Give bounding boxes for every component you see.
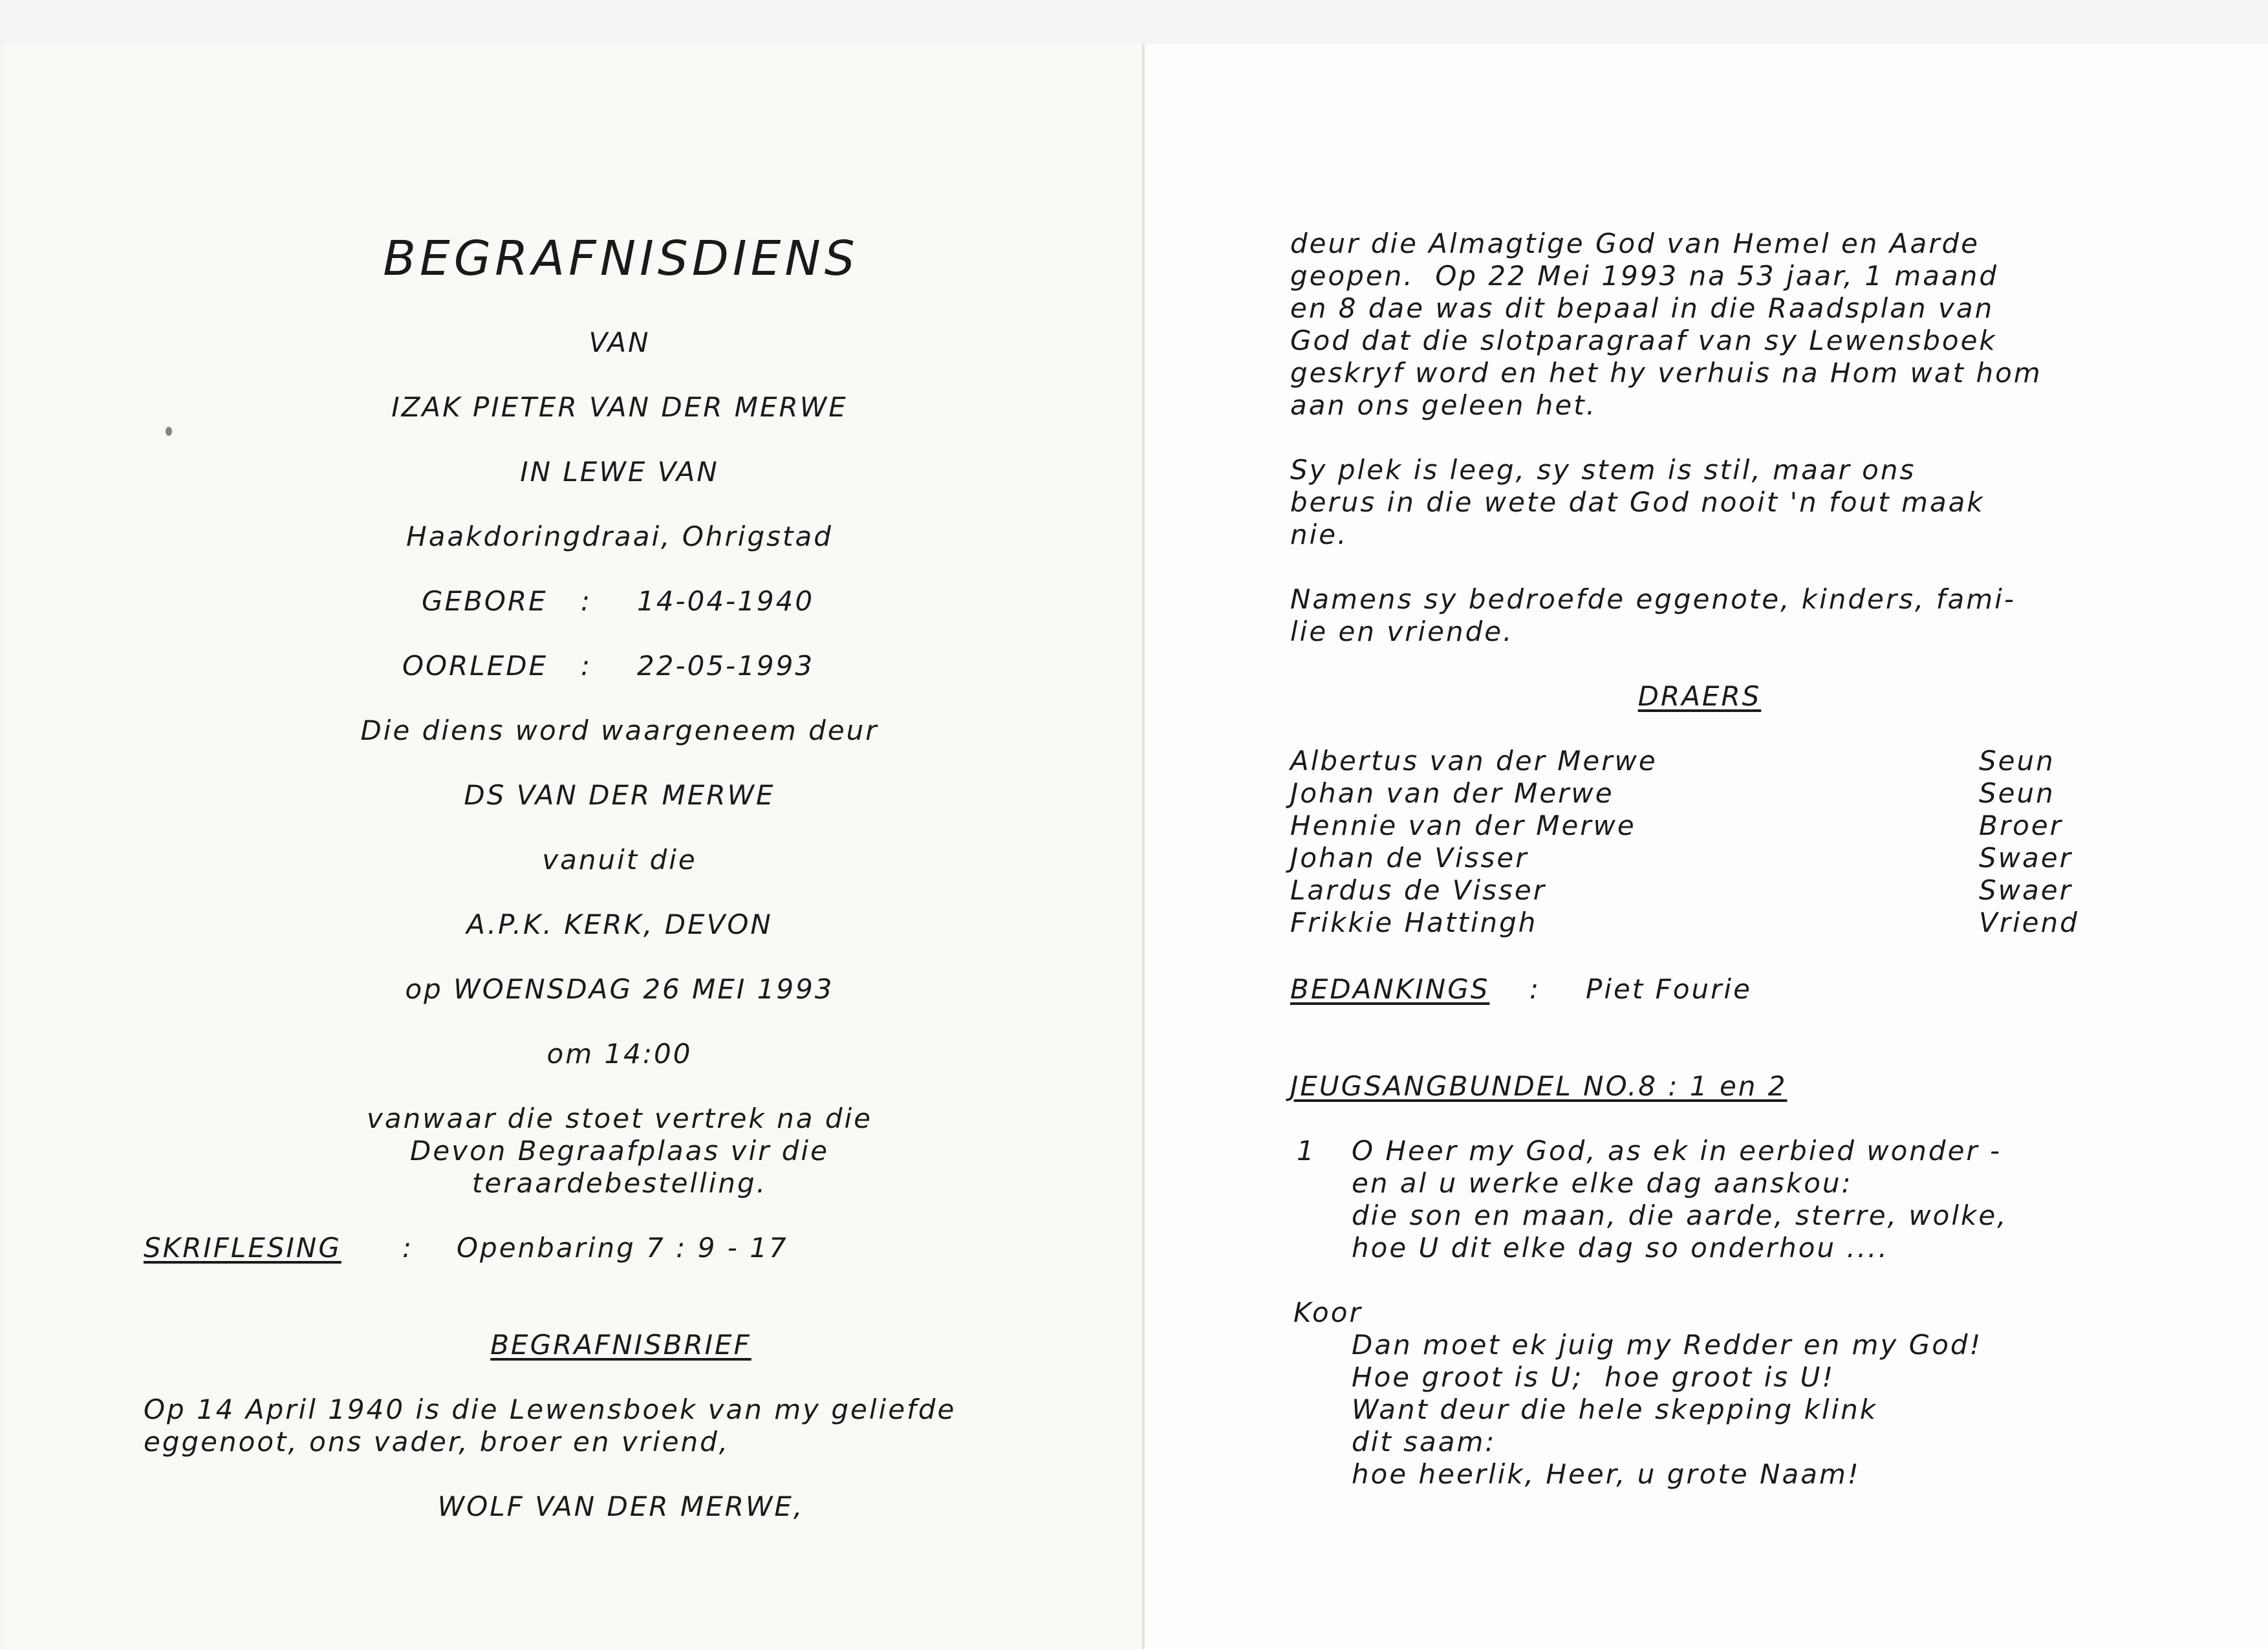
bedankings-value: Piet Fourie xyxy=(1586,973,1752,1005)
service-by-line: Die diens word waargeneem deur xyxy=(360,715,879,746)
verse-line-4: hoe U dit elke dag so onderhou .... xyxy=(1352,1232,1889,1264)
para2-line-1: Sy plek is leeg, sy stem is stil, maar ons xyxy=(1290,454,1916,486)
draer-name-5: Lardus de Visser xyxy=(1290,874,1547,906)
brief-line-1: Op 14 April 1940 is die Lewensboek van my geliefde xyxy=(144,1394,956,1425)
procession-line-1: vanwaar die stoet vertrek na die xyxy=(367,1103,872,1134)
para1-line-1: deur die Almagtige God van Hemel en Aarde xyxy=(1290,228,1980,259)
skriflesing-value: Openbaring 7 : 9 - 17 xyxy=(457,1232,788,1264)
para2-line-3: nie. xyxy=(1290,519,1348,550)
gebore-separator: : xyxy=(581,585,592,617)
oorlede-date: 22-05-1993 xyxy=(637,650,815,682)
koor-line-2: Hoe groot is U; hoe groot is U! xyxy=(1352,1361,1835,1393)
draer-name-6: Frikkie Hattingh xyxy=(1290,907,1538,938)
brief-line-2: eggenoot, ons vader, broer en vriend, xyxy=(144,1426,730,1458)
koor-line-5: hoe heerlik, Heer, u grote Naam! xyxy=(1352,1458,1861,1490)
koor-line-3: Want deur die hele skepping klink xyxy=(1352,1394,1878,1425)
residence-line: Haakdoringdraai, Ohrigstad xyxy=(406,521,833,552)
para1-line-3: en 8 dae was dit bepaal in die Raadsplan van xyxy=(1290,292,1994,324)
koor-line-1: Dan moet ek juig my Redder en my God! xyxy=(1352,1329,1983,1361)
song-heading: JEUGSANGBUNDEL NO.8 : 1 en 2 xyxy=(1290,1070,1787,1102)
oorlede-separator: : xyxy=(581,650,592,682)
service-date: op WOENSDAG 26 MEI 1993 xyxy=(405,973,834,1005)
draer-relation-4: Swaer xyxy=(1979,842,2073,874)
church-name: A.P.K. KERK, DEVON xyxy=(466,909,773,940)
verse-line-2: en al u werke elke dag aanskou: xyxy=(1352,1167,1853,1199)
draer-relation-3: Broer xyxy=(1979,810,2063,841)
draer-relation-1: Seun xyxy=(1979,745,2055,777)
para1-line-5: geskryf word en het hy verhuis na Hom wat hom xyxy=(1290,357,2042,389)
para3-line-1: Namens sy bedroefde eggenote, kinders, fami- xyxy=(1290,583,2016,615)
oorlede-label: OORLEDE xyxy=(402,650,548,682)
brief-name: WOLF VAN DER MERWE, xyxy=(437,1491,805,1522)
koor-line-4: dit saam: xyxy=(1352,1426,1496,1458)
para1-line-6: aan ons geleen het. xyxy=(1290,389,1597,421)
service-time: om 14:00 xyxy=(546,1038,693,1070)
brief-heading: BEGRAFNISBRIEF xyxy=(490,1329,751,1361)
para2-line-2: berus in die wete dat God nooit 'n fout maak xyxy=(1290,486,1985,518)
verse-line-3: die son en maan, die aarde, sterre, wolke, xyxy=(1352,1200,2008,1231)
paper-speck xyxy=(166,427,172,436)
gebore-label: GEBORE xyxy=(422,585,548,617)
procession-line-2: Devon Begraafplaas vir die xyxy=(410,1135,829,1167)
draer-relation-5: Swaer xyxy=(1979,874,2073,906)
verse-number: 1 xyxy=(1297,1135,1316,1167)
deceased-name: IZAK PIETER VAN DER MERWE xyxy=(391,391,848,423)
draers-heading: DRAERS xyxy=(1637,680,1762,712)
draer-relation-2: Seun xyxy=(1979,777,2055,809)
gebore-date: 14-04-1940 xyxy=(637,585,815,617)
procession-line-3: teraardebestelling. xyxy=(471,1167,768,1199)
van-line: VAN xyxy=(589,327,651,358)
draer-name-4: Johan de Visser xyxy=(1290,842,1529,874)
skriflesing-label: SKRIFLESING xyxy=(144,1232,341,1264)
bedankings-label: BEDANKINGS xyxy=(1290,973,1490,1005)
para3-line-2: lie en vriende. xyxy=(1290,616,1514,647)
verse-line-1: O Heer my God, as ek in eerbied wonder - xyxy=(1352,1135,2002,1167)
koor-label: Koor xyxy=(1293,1297,1363,1328)
para1-line-2: geopen. Op 22 Mei 1993 na 53 jaar, 1 maand xyxy=(1290,260,1999,292)
para1-line-4: God dat die slotparagraaf van sy Lewensboek xyxy=(1290,325,1997,356)
draer-name-3: Hennie van der Merwe xyxy=(1290,810,1636,841)
page-fold xyxy=(1142,44,1145,1649)
in-lewe-van-line: IN LEWE VAN xyxy=(520,456,719,488)
document-title: BEGRAFNISDIENS xyxy=(383,231,859,286)
draer-relation-6: Vriend xyxy=(1979,907,2079,938)
skriflesing-separator: : xyxy=(402,1232,414,1264)
from-line: vanuit die xyxy=(542,844,697,876)
draer-name-1: Albertus van der Merwe xyxy=(1290,745,1658,777)
minister-name: DS VAN DER MERWE xyxy=(464,779,775,811)
draer-name-2: Johan van der Merwe xyxy=(1290,777,1614,809)
bedankings-separator: : xyxy=(1529,973,1541,1005)
